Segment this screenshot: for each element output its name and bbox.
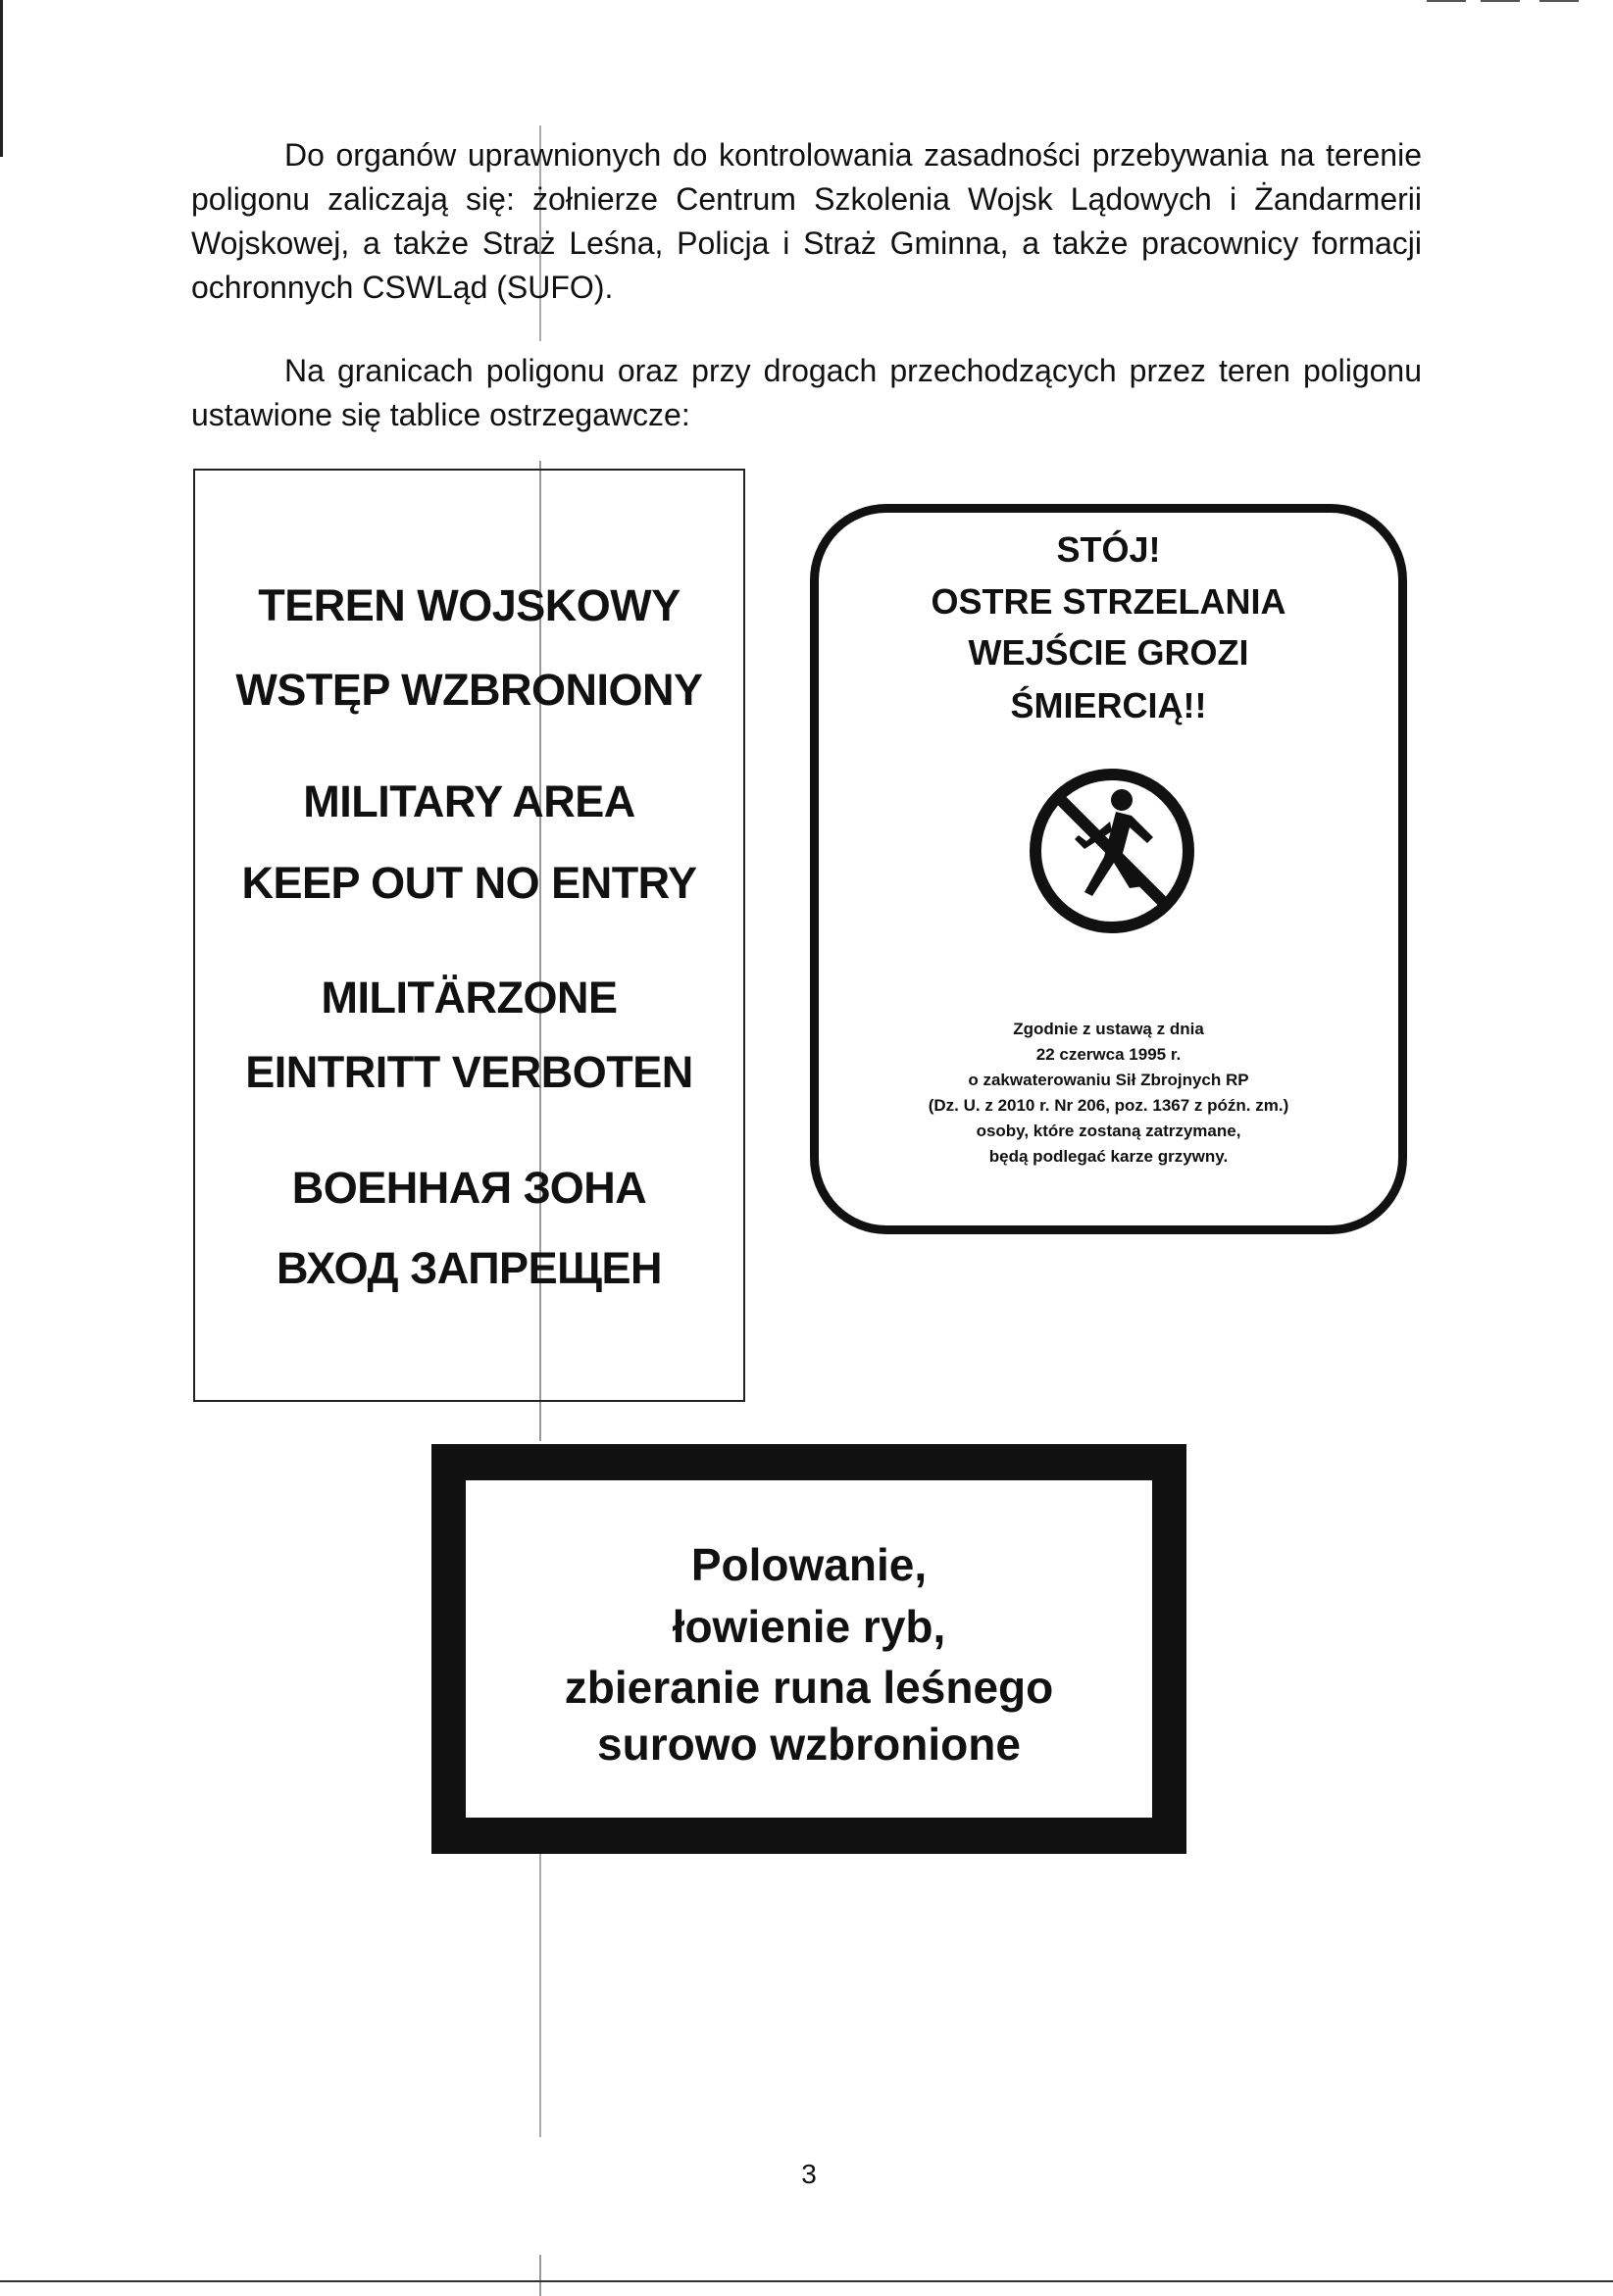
warning-heading-1: STÓJ! xyxy=(1056,529,1161,570)
paragraph-authorities-text: Do organów uprawnionych do kontrolowania zasadności przebywania na terenie poligonu zaliczają się: żołnierze Centrum Szkolenia Wojsk Lądowych i Żandarmerii Wojskowej, a także Straż Leśna, Policja i Straż Gminna, a także pracownicy formacji ochronnych CSWLąd (SUFO). xyxy=(191,137,1422,305)
paragraph-warning-signs-text: Na granicach poligonu oraz przy drogach przechodzących przez teren poligonu ustawione się tablice ostrzegawcze: xyxy=(191,353,1422,432)
warning-notice-6: będą podlegać karze grzywny. xyxy=(988,1147,1229,1166)
sign-line-pl-2: WSTĘP WZBRONIONY xyxy=(235,665,703,715)
sign-line-de-2: EINTRITT VERBOTEN xyxy=(245,1047,693,1097)
warning-notice-3: o zakwaterowaniu Sił Zbrojnych RP xyxy=(968,1071,1249,1089)
warning-heading-3: WEJŚCIE GROZI xyxy=(968,632,1249,673)
sign-line-en-1: MILITARY AREA xyxy=(303,776,635,826)
sign-line-de-1: MILITÄRZONE xyxy=(321,973,618,1023)
warning-heading-4: ŚMIERCIĄ!! xyxy=(1010,685,1207,725)
military-area-sign xyxy=(193,469,745,1402)
paragraph-warning-signs xyxy=(191,349,1422,437)
sign-line-en-2: KEEP OUT NO ENTRY xyxy=(241,858,697,908)
scan-line xyxy=(539,2255,541,2296)
hunting-prohibited-sign xyxy=(431,1444,1186,1854)
hunting-sign-panel xyxy=(466,1480,1152,1818)
hunting-line-1: Polowanie, xyxy=(690,1539,928,1590)
paragraph-authorities xyxy=(191,133,1422,310)
warning-notice-1: Zgodnie z ustawą z dnia xyxy=(1013,1020,1204,1038)
page-number: 3 xyxy=(801,2159,817,2189)
warning-notice-4: (Dz. U. z 2010 r. Nr 206, poz. 1367 z późn. zm.) xyxy=(928,1096,1289,1115)
sign-line-ru-1: BOEHHAЯ ЗОНА xyxy=(291,1163,647,1213)
hunting-line-3: zbieranie runa leśnego xyxy=(564,1662,1054,1713)
warning-notice-2: 22 czerwca 1995 r. xyxy=(1035,1045,1182,1064)
scan-dash xyxy=(1539,0,1579,2)
scan-edge-mark xyxy=(0,0,3,157)
sign-line-pl-1: TEREN WOJSKOWY xyxy=(258,580,680,630)
scan-line xyxy=(539,1843,541,2137)
warning-heading-2: OSTRE STRZELANIA xyxy=(931,581,1286,622)
hunting-line-4: surowo wzbronione xyxy=(597,1719,1021,1770)
firing-range-warning-sign xyxy=(810,504,1407,1234)
no-pedestrian-icon xyxy=(1028,767,1196,935)
scan-dash xyxy=(1427,0,1466,2)
hunting-line-2: łowienie ryb, xyxy=(672,1601,946,1652)
warning-notice-5: osoby, które zostaną zatrzymane, xyxy=(976,1122,1241,1140)
sign-line-ru-2: ВХОД ЗАПРЕЩЕН xyxy=(277,1243,662,1293)
scan-dash xyxy=(1481,0,1520,2)
scan-footer-line xyxy=(0,2280,1613,2282)
